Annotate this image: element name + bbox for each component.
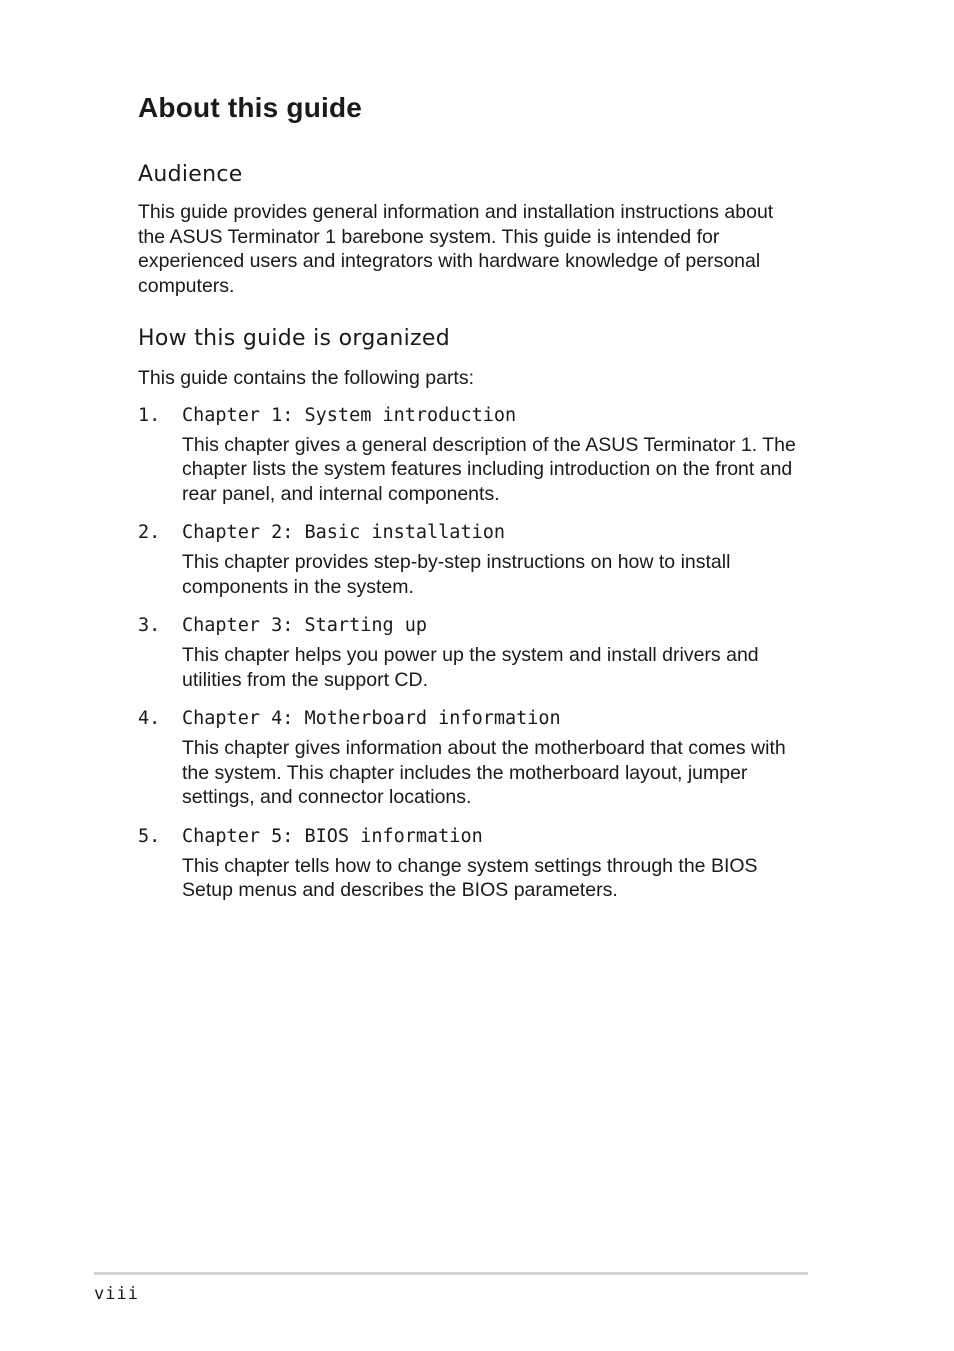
organization-heading: How this guide is organized bbox=[138, 326, 450, 351]
chapter-item-2 bbox=[138, 520, 798, 599]
chapter-number: 4. bbox=[138, 708, 161, 729]
chapter-description: This chapter provides step-by-step instructions on how to install components in the system. bbox=[182, 551, 731, 598]
chapter-number: 3. bbox=[138, 615, 161, 636]
chapter-title: Chapter 1: System introduction bbox=[182, 404, 517, 426]
chapter-title: Chapter 3: Starting up bbox=[182, 615, 428, 636]
chapter-item-3 bbox=[138, 613, 798, 692]
chapter-description: This chapter tells how to change system settings through the BIOS Setup menus and describes the BIOS parameters. bbox=[182, 854, 758, 901]
chapter-title: Chapter 5: BIOS information bbox=[182, 825, 483, 847]
chapter-header bbox=[138, 613, 798, 639]
page-number: viii bbox=[94, 1284, 139, 1304]
footer-divider bbox=[94, 1272, 808, 1275]
chapter-item-1 bbox=[138, 403, 798, 507]
chapter-description: This chapter helps you power up the system and install drivers and utilities from the support CD. bbox=[182, 644, 759, 691]
chapter-number: 5. bbox=[138, 825, 161, 847]
chapter-title: Chapter 2: Basic installation bbox=[182, 522, 506, 543]
page-title: About this guide bbox=[138, 92, 363, 123]
chapter-header bbox=[138, 403, 798, 429]
chapter-header bbox=[138, 824, 798, 850]
chapter-header bbox=[138, 706, 798, 732]
chapter-number: 2. bbox=[138, 522, 161, 543]
audience-heading: Audience bbox=[138, 162, 243, 187]
chapter-description: This chapter gives a general description of the ASUS Terminator 1. The chapter lists the system features including introduction on the front and rear panel, and internal components. bbox=[182, 433, 796, 505]
page-content bbox=[138, 88, 798, 917]
chapter-item-5 bbox=[138, 824, 798, 903]
chapter-description: This chapter gives information about the motherboard that comes with the system. This chapter includes the motherboard layout, jumper settings, and connector locations. bbox=[182, 737, 786, 808]
organization-intro: This guide contains the following parts: bbox=[138, 367, 475, 389]
chapter-item-4 bbox=[138, 706, 798, 810]
chapter-list bbox=[138, 403, 798, 903]
chapter-number: 1. bbox=[138, 404, 161, 426]
audience-paragraph: This guide provides general information and installation instructions about the ASUS Terminator 1 barebone system. This guide is intended for experienced users and integrators with hardware knowledge of personal computers. bbox=[138, 201, 774, 297]
chapter-header bbox=[138, 520, 798, 546]
chapter-title: Chapter 4: Motherboard information bbox=[182, 708, 561, 729]
